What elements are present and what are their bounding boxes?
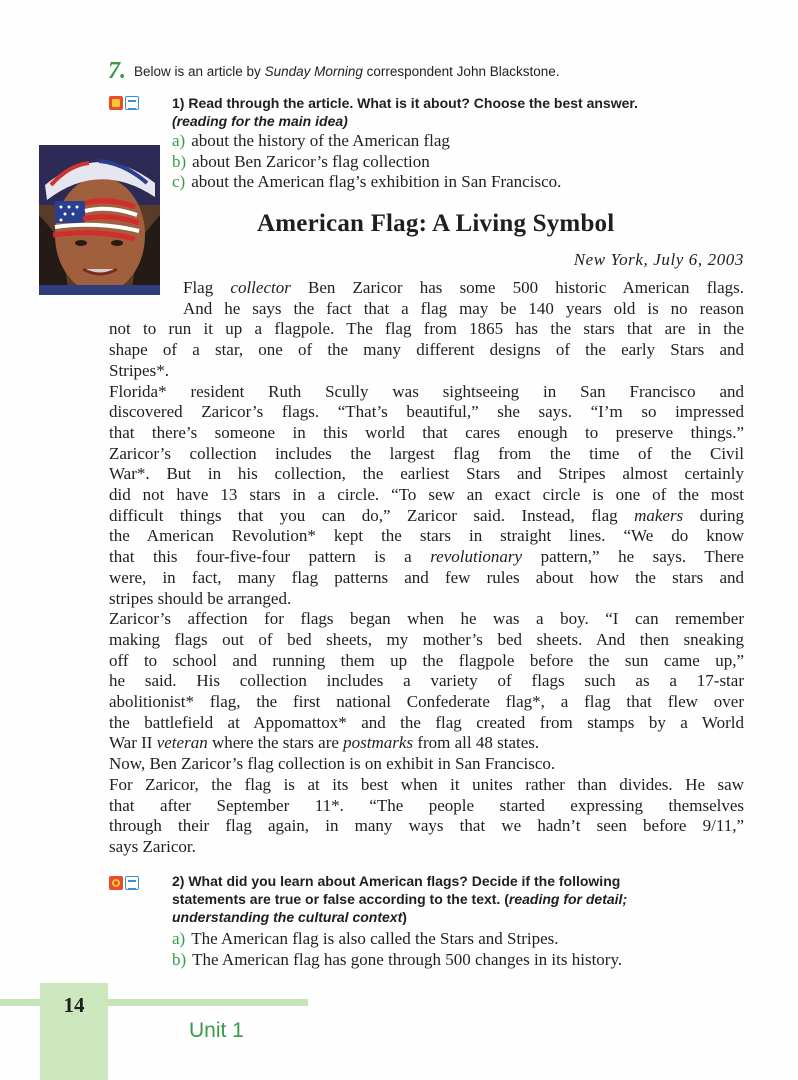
option-text: about the American flag’s exhibition in San Francisco. xyxy=(191,172,562,191)
article-line: the American Revolution* kept the stars in straight lines. “We do know xyxy=(109,526,744,546)
article-line: he said. His collection includes a variety of flags such as a 17-star xyxy=(109,671,744,691)
article-line: did not have 13 stars in a circle. “To sew an exact circle is one of the most xyxy=(109,485,744,505)
option-b xyxy=(172,152,561,173)
reading-icon xyxy=(109,96,123,110)
article-line: were, in fact, many flag patterns and few rules about how the stars and xyxy=(109,567,744,587)
exercise-heading xyxy=(108,58,560,85)
article-line: shape of a star, one of the many different designs of the early Stars and xyxy=(109,340,744,360)
article-line: Zaricor’s affection for flags began when he was a boy. “I can remember xyxy=(109,609,744,629)
unit-label: Unit 1 xyxy=(189,1019,244,1042)
exercise-intro-end: correspondent John Blackstone. xyxy=(362,64,560,79)
article-line: Zaricor’s collection includes the largest flag from the time of the Civil xyxy=(109,443,744,463)
option-text: The American flag has gone through 500 changes in its history. xyxy=(192,949,623,969)
option-text: about Ben Zaricor’s flag collection xyxy=(192,151,430,171)
task1-icons xyxy=(109,96,139,110)
article-line: And he says the fact that a flag may be 140 years old is no reason xyxy=(183,298,744,318)
article-line: Florida* resident Ruth Scully was sightseeing in San Francisco and xyxy=(109,381,744,401)
option-text: The American flag is also called the Stars and Stripes. xyxy=(191,929,559,948)
article-line: Flag collector Ben Zaricor has some 500 historic American flags. xyxy=(183,278,744,297)
article-title: American Flag: A Living Symbol xyxy=(257,210,615,237)
glossary-word-postmarks: postmarks xyxy=(343,733,414,753)
exercise-number: 7. xyxy=(108,58,126,84)
option-a xyxy=(172,131,561,152)
article-line: Now, Ben Zaricor’s flag collection is on exhibit in San Francisco. xyxy=(109,754,556,774)
glossary-word-collector: collector xyxy=(230,278,291,297)
article-line: difficult things that you can do,” Zaricor said. Instead, flag makers during xyxy=(109,505,744,525)
option-letter: c) xyxy=(172,172,186,191)
option-letter: b) xyxy=(172,949,187,969)
article-line: Stripes*. xyxy=(109,360,169,380)
article-line: that there’s someone in this world that cares enough to preserve things.” xyxy=(109,422,744,442)
exercise-source: Sunday Morning xyxy=(264,64,363,79)
text-icon xyxy=(125,96,139,110)
article-line: For Zaricor, the flag is at its best when it unites rather than divides. He saw xyxy=(109,774,744,794)
task1-note: (reading for the main idea) xyxy=(172,113,348,129)
task2-icons xyxy=(109,876,139,890)
task2-line: statements are true or false according to the text. (reading for detail; xyxy=(172,891,628,907)
task2-instruction xyxy=(172,872,627,926)
statement-a xyxy=(172,929,622,950)
option-c xyxy=(172,172,561,193)
article-line: the battlefield at Appomattox* and the flag created from stamps by a World xyxy=(109,712,744,732)
article-line: War*. But in his collection, the earliest Stars and Stripes almost certainly xyxy=(109,464,744,484)
task1-title: 1) Read through the article. What is it about? Choose the best answer. xyxy=(172,95,638,111)
glossary-word-makers: makers xyxy=(634,505,684,525)
article-line: that after September 11*. “The people started expressing themselves xyxy=(109,795,744,815)
article-line: off to school and running them up the flagpole before the sun came up,” xyxy=(109,650,744,670)
page-number: 14 xyxy=(63,993,85,1017)
article-line: through their flag again, in many ways that we hadn’t seen before 9/11,” xyxy=(109,816,744,836)
article-line: that this four-five-four pattern is a revolutionary pattern,” he says. There xyxy=(109,547,744,567)
task2-line: understanding the cultural context) xyxy=(172,909,407,925)
article-line: stripes should be arranged. xyxy=(109,588,292,608)
article-line: War II veteran where the stars are postmarks from all 48 states. xyxy=(109,733,540,753)
option-letter: a) xyxy=(172,929,186,948)
glossary-word-revolutionary: revolutionary xyxy=(430,547,523,567)
statement-b xyxy=(172,950,622,971)
article-body xyxy=(109,278,744,858)
article-line: making flags out of bed sheets, my mother’s bed sheets. And then sneaking xyxy=(109,629,744,649)
exercise-intro: Below is an article by xyxy=(134,64,265,79)
article-line: says Zaricor. xyxy=(109,836,196,856)
article-line: not to run it up a flagpole. The flag from 1865 has the stars that are in the xyxy=(109,319,744,339)
article-line: abolitionist* flag, the first national Confederate flag*, a flag that flew over xyxy=(109,692,744,712)
option-letter: b) xyxy=(172,151,187,171)
option-text: about the history of the American flag xyxy=(191,131,450,150)
text-icon xyxy=(125,876,139,890)
face-paint-photo xyxy=(39,145,160,295)
option-letter: a) xyxy=(172,131,186,150)
task2-options xyxy=(172,929,622,970)
task1-instruction xyxy=(172,94,638,130)
glossary-word-veteran: veteran xyxy=(156,733,208,753)
reading-detail-icon xyxy=(109,876,123,890)
face-paint-photo-illustration xyxy=(39,145,160,295)
task2-line: 2) What did you learn about American flags? Decide if the following xyxy=(172,873,621,889)
article-line: discovered Zaricor’s flags. “That’s beautiful,” she says. “I’m so impressed xyxy=(109,402,744,422)
task1-options xyxy=(172,131,561,193)
article-dateline: New York, July 6, 2003 xyxy=(573,250,744,269)
